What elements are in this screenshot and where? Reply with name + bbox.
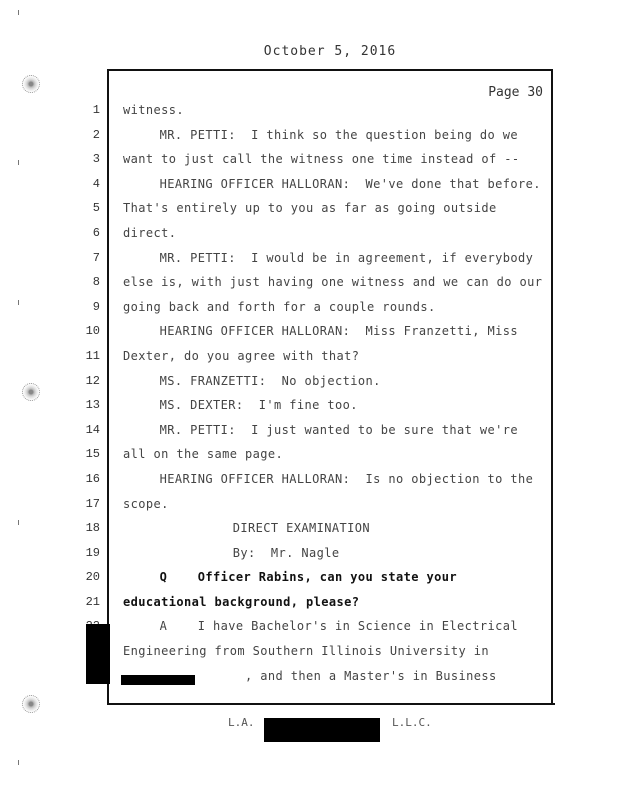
transcript-line	[123, 614, 543, 639]
transcript-line	[123, 98, 543, 123]
line-number: 6	[92, 225, 100, 240]
transcript-line	[123, 147, 543, 172]
transcript-line-text: Engineering from Southern Illinois University in	[123, 644, 489, 659]
scan-speck	[18, 520, 19, 525]
transcript-line-text: direct.	[123, 225, 177, 240]
line-number: 5	[92, 201, 100, 216]
line-number: 19	[85, 545, 100, 560]
transcript-line	[123, 270, 543, 295]
transcript-line-text: By: Mr. Nagle	[232, 545, 340, 560]
transcript-line-text: DIRECT EXAMINATION	[232, 521, 371, 536]
transcript-line-text: educational background, please?	[123, 594, 360, 609]
transcript-line	[123, 467, 543, 492]
line-number: 7	[92, 250, 100, 265]
line-number: 17	[85, 496, 100, 511]
transcript-line	[123, 319, 543, 344]
transcript-line	[123, 123, 543, 148]
transcript-line-text: scope.	[123, 496, 169, 511]
transcript-line	[123, 172, 543, 197]
transcript-line-text: MS. DEXTER: I'm fine too.	[159, 398, 358, 413]
punch-hole-top	[22, 75, 40, 93]
transcript-line-text: want to just call the witness one time instead of --	[123, 152, 520, 167]
line-number: 9	[92, 299, 100, 314]
page-number: Page 30	[488, 85, 543, 100]
transcript-line-text: A I have Bachelor's in Science in Electrical	[159, 619, 518, 634]
line-number: 16	[85, 471, 100, 486]
line-number: 14	[85, 422, 100, 437]
line-number: 11	[85, 348, 100, 363]
transcript-line	[123, 344, 543, 369]
transcript-line	[123, 221, 543, 246]
transcript-line	[123, 196, 543, 221]
line-number: 15	[85, 447, 100, 462]
line-number: 12	[85, 373, 100, 388]
transcript-line	[123, 369, 543, 394]
redaction-block-left	[86, 624, 110, 684]
transcript-line	[123, 246, 543, 271]
transcript-line	[123, 442, 543, 467]
transcript-line-text: going back and forth for a couple rounds.	[123, 299, 436, 314]
redaction-inline	[121, 675, 195, 685]
transcript-line	[123, 492, 543, 517]
scan-speck	[18, 160, 19, 165]
transcript-line-text: Dexter, do you agree with that?	[123, 348, 360, 363]
transcript-line-text: Q Officer Rabins, can you state your	[159, 570, 457, 585]
transcript-line	[123, 639, 543, 664]
transcript-line	[123, 590, 543, 615]
transcript-line-text: MR. PETTI: I just wanted to be sure that we're	[159, 422, 518, 437]
line-number: 20	[85, 570, 100, 585]
line-number: 10	[85, 324, 100, 339]
line-number: 2	[92, 127, 100, 142]
scan-speck	[18, 760, 19, 765]
punch-hole-middle	[22, 383, 40, 401]
transcript-line	[123, 516, 543, 541]
transcript-line-text: witness.	[123, 103, 184, 117]
line-number: 3	[92, 152, 100, 167]
line-number: 4	[92, 176, 100, 191]
transcript-line-text: MR. PETTI: I think so the question being do we	[159, 127, 518, 142]
transcript-line	[123, 393, 543, 418]
line-number: 21	[85, 594, 100, 609]
frame-bottom-border	[107, 703, 555, 705]
transcript-line	[123, 295, 543, 320]
scan-speck	[18, 300, 19, 305]
line-number: 8	[92, 275, 100, 290]
redaction-footer	[264, 718, 380, 742]
transcript-line-text: else is, with just having one witness and we can do our	[123, 275, 543, 290]
transcript-line-text: MR. PETTI: I would be in agreement, if everybody	[159, 250, 534, 265]
transcript-line	[123, 418, 543, 443]
transcript-line-text: HEARING OFFICER HALLORAN: Is no objection to the	[159, 471, 534, 486]
transcript-line-text: MS. FRANZETTI: No objection.	[159, 373, 381, 388]
line-number: 1	[92, 103, 100, 117]
footer-right-text: L.L.C.	[392, 716, 432, 729]
transcript-line-text: HEARING OFFICER HALLORAN: Miss Franzetti, Miss	[159, 324, 518, 339]
transcript-text	[123, 98, 543, 688]
transcript-line-text: HEARING OFFICER HALLORAN: We've done that before.	[159, 176, 541, 191]
line-number: 13	[85, 398, 100, 413]
transcript-line	[123, 541, 543, 566]
line-numbers-column	[70, 98, 100, 688]
punch-hole-bottom	[22, 695, 40, 713]
transcript-line-text: , and then a Master's in Business	[245, 668, 497, 683]
transcript-line	[123, 565, 543, 590]
transcript-line-text: That's entirely up to you as far as going outside	[123, 201, 497, 216]
scan-speck	[18, 10, 19, 15]
transcript-line-text: all on the same page.	[123, 447, 284, 462]
footer-left-text: L.A.	[228, 716, 255, 729]
line-number: 18	[85, 521, 100, 536]
header-date: October 5, 2016	[263, 44, 397, 59]
